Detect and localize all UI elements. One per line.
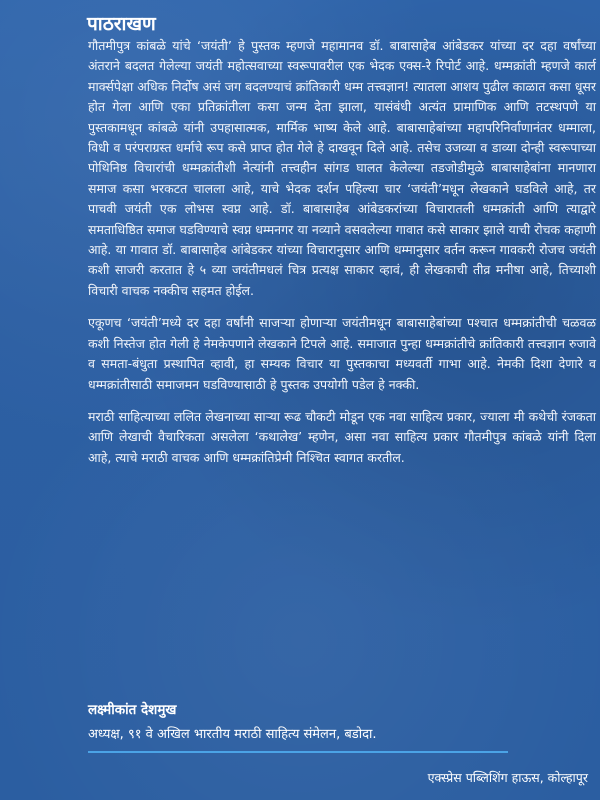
blurb-paragraph-2: एकूणच ‘जयंती’मध्ये दर दहा वर्षांनी साजऱ्या होणाऱ्या जयंतीमधून बाबासाहेबांच्या पश्चात धम्मक्रांतीची चळवळ कशी निस्तेज होत गेली हे नेमकेपणाने लेखकाने टिपले आहे. समाजात पुन्हा धम्मक्रांतीचे क्रांतिकारी तत्त्वज्ञान रुजावे व समता-बंधुता प्रस्थापित व्हावी, हा सम्यक विचार या पुस्तकाचा मध्यवर्ती गाभा आहे. नेमकी दिशा देणारे व धम्मक्रांतीसाठी समाजमन घडविण्यासाठी हे पुस्तक उपयोगी पडेल हे नक्की. [88, 315, 596, 392]
author-designation: अध्यक्ष, ९१ वे अखिल भारतीय मराठी साहित्य संमेलन, बडोदा. [88, 727, 377, 742]
blurb-paragraph-3: मराठी साहित्याच्या ललित लेखनाच्या साऱ्या रूढ चौकटी मोडून एक नवा साहित्य प्रकार, ज्याला मी कथेची रंजकता आणि लेखाची वैचारिकता असलेला ‘कथालेख’ म्हणेन, असा नवा साहित्य प्रकार गौतमीपुत्र कांबळे यांनी दिला आहे, त्याचे मराठी वाचक आणि धम्मक्रांतिप्रेमी निश्चित स्वागत करतील. [88, 408, 596, 465]
page-title: पाठराखण [87, 13, 156, 35]
divider-line [88, 751, 508, 753]
publisher-name: एक्स्प्रेस पब्लिशिंग हाऊस, कोल्हापूर [427, 770, 588, 785]
author-block [88, 700, 598, 742]
author-name: लक्ष्मीकांत देशमुख [88, 702, 177, 718]
blurb-paragraph-1: गौतमीपुत्र कांबळे यांचे ‘जयंती’ हे पुस्तक म्हणजे महामानव डॉ. बाबासाहेब आंबेडकर यांच्या दर दहा वर्षांच्या अंतराने बदलत गेलेल्या जयंती महोत्सवाच्या स्वरूपावरील एक भेदक एक्स-रे रिपोर्ट आहे. धम्मक्रांती म्हणजे कार्ल मार्क्सपेक्षा अधिक निर्दोष असं जग बदलण्याचं क्रांतिकारी धम्म तत्त्वज्ञान! त्यातला आशय पुढील काळात कसा धूसर होत गेला आणि एका प्रतिक्रांतीला कसा जन्म देता झाला, यासंबंधी अत्यंत प्रामाणिक आणि तटस्थपणे या पुस्तकामधून कांबळे यांनी उपहासात्मक, मार्मिक भाष्य केले आहे. बाबासाहेबांच्या महापरिनिर्वाणानंतर धम्माला, विधी व परंपराग्रस्त धर्माचे रूप कसे प्राप्त होत गेले हे दाखवून दिले आहे. तसेच उजव्या व डाव्या दोन्ही स्वरूपाच्या पोथिनिष्ठ विचारांची धम्मक्रांतीशी नेत्यांनी तत्त्वहीन सांगड घालत केलेल्या तडजोडीमुळे बाबासाहेबांना मानणारा समाज कसा भरकटत चालला आहे, याचे भेदक दर्शन पहिल्या चार ‘जयंती’मधून लेखकाने घडविले आहे, तर पाचवी जयंती एक लोभस स्वप्न आहे. डॉ. बाबासाहेब आंबेडकरांच्या विचारातली धम्मक्रांती आणि त्याद्वारे समताधिष्ठित समाज घडविण्याचे स्वप्न धम्मनगर या नव्याने वसवलेल्या गावात कसे साकार झाले याची रोचक कहाणी आहे. या गावात डॉ. बाबासाहेब आंबेडकर यांच्या विचारानुसार आणि धम्मानुसार वर्तन करून गावकरी रोजच जयंती कशी साजरी करतात हे ५ व्या जयंतीमधलं चित्र प्रत्यक्ष साकार व्हावं, ही लेखकाची तीव्र मनीषा आहे, तिच्याशी विचारी वाचक नक्कीच सहमत होईल. [88, 38, 596, 298]
blurb-body [88, 36, 596, 480]
